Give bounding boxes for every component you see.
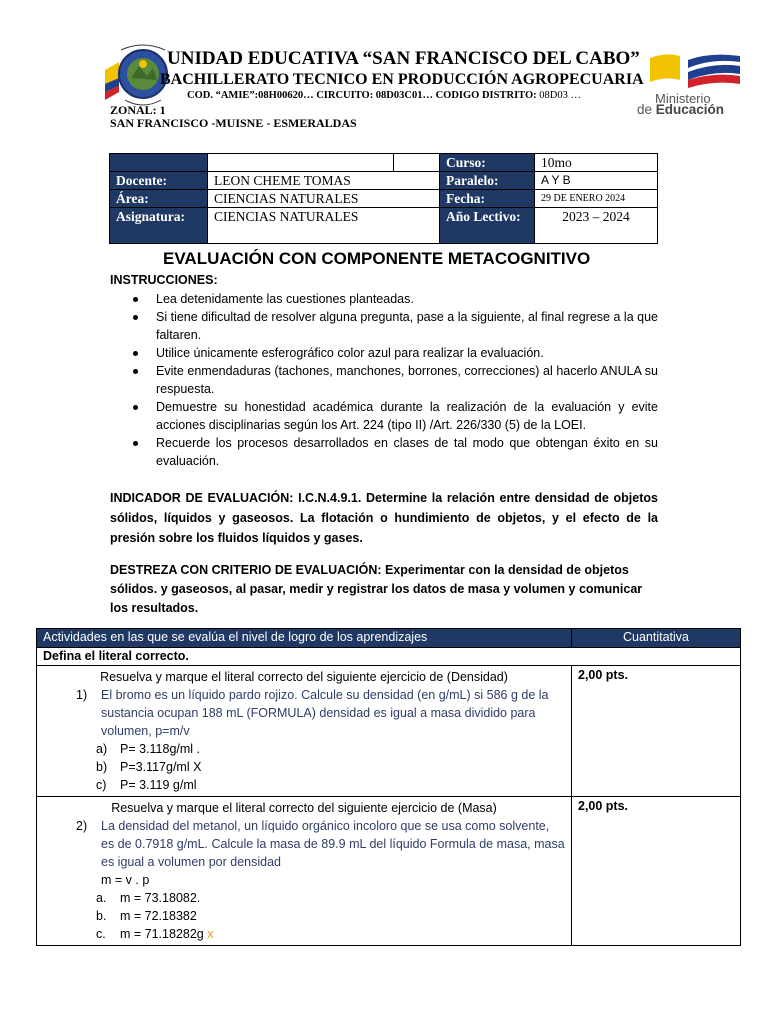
- list-item: [110, 398, 658, 434]
- instruction-text: Evite enmendaduras (tachones, manchones, borrones, correcciones) al hacerlo ANULA su respuesta.: [156, 364, 658, 396]
- asignatura-label: Asignatura:: [110, 208, 208, 244]
- table-row: [37, 666, 741, 797]
- question-title: Resuelva y marque el literal correcto del siguiente ejercicio de (Densidad): [100, 670, 508, 684]
- lectivo-value: 2023 – 2024: [535, 208, 658, 244]
- asignatura-value: CIENCIAS NATURALES: [208, 208, 440, 244]
- bullet-icon: [133, 297, 138, 302]
- option-text: m = 73.18082.: [120, 891, 201, 905]
- bullet-icon: [133, 351, 138, 356]
- question-1: [37, 666, 572, 797]
- question-body: La densidad del metanol, un líquido orgánico incoloro que se usa como solvente, es de 0.7918 g/mL. Calcule la masa de 89.9 mL del líquido Formula de masa, masa es igual a volumen por densidad: [101, 819, 565, 869]
- subheader-row: Defina el literal correcto.: [37, 648, 741, 666]
- info-empty-cell: [394, 154, 440, 172]
- curso-value: 10mo: [535, 154, 658, 172]
- evaluation-title: EVALUACIÓN CON COMPONENTE METACOGNITIVO: [163, 249, 591, 268]
- option-letter: a.: [96, 891, 107, 905]
- list-item: [110, 290, 658, 308]
- bachillerato-line: BACHILLERATO TECNICO EN PRODUCCIÓN AGROPECUARIA: [160, 71, 644, 88]
- info-empty-cell: [208, 154, 394, 172]
- paralelo-label: Paralelo:: [440, 172, 535, 190]
- question-2: [37, 797, 572, 946]
- bullet-icon: [133, 315, 138, 320]
- option-letter: b.: [96, 909, 107, 923]
- ministry-de: de: [637, 102, 656, 117]
- table-row: [37, 797, 741, 946]
- question-text: [43, 686, 565, 740]
- amie-code-line: [187, 90, 581, 101]
- option-text: m = 72.18382: [120, 909, 197, 923]
- activities-column-header: Actividades en las que se evalúa el nivel de logro de los aprendizajes: [37, 629, 572, 648]
- area-label: Área:: [110, 190, 208, 208]
- question-2-points: 2,00 pts.: [572, 797, 741, 946]
- option-a: [43, 889, 565, 907]
- list-item: [110, 362, 658, 398]
- option-a: [43, 740, 565, 758]
- option-letter: c.: [96, 927, 106, 941]
- activities-table: [36, 628, 741, 946]
- ministry-educacion: Educación: [655, 102, 725, 117]
- ministry-name-line1: Ministerio: [655, 91, 711, 106]
- instructions-heading: INSTRUCCIONES:: [110, 273, 218, 287]
- option-letter: a): [96, 742, 108, 756]
- paralelo-value: A Y B: [535, 172, 658, 190]
- option-b: [43, 907, 565, 925]
- question-formula: m = v . p: [101, 873, 150, 887]
- amie-label: COD. “AMIE”:08H00620… CIRCUITO: 08D03C01… CODIGO DISTRITO:: [187, 90, 537, 101]
- instruction-text: Si tiene dificultad de resolver alguna pregunta, pase a la siguiente, al final regrese a la que faltaren.: [156, 310, 658, 342]
- ministry-name-line2: [637, 102, 724, 117]
- answer-mark: x: [207, 927, 214, 941]
- option-letter: b): [96, 760, 108, 774]
- quantitative-column-header: Cuantitativa: [572, 629, 741, 648]
- option-text: P= 3.119 g/ml: [120, 778, 197, 792]
- curso-label: Curso:: [440, 154, 535, 172]
- location-line: SAN FRANCISCO -MUISNE - ESMERALDAS: [110, 116, 357, 130]
- option-c: [43, 776, 565, 794]
- info-table: [109, 153, 658, 244]
- option-b: [43, 758, 565, 776]
- instruction-text: Demuestre su honestidad académica durante la realización de la evaluación y evite acciones disciplinarias según los Art. 224 (tipo II) /Art. 226/330 (5) de la LOEI.: [156, 400, 658, 432]
- lectivo-label: Año Lectivo:: [440, 208, 535, 244]
- evaluation-indicator: INDICADOR DE EVALUACIÓN: I.C.N.4.9.1. Determine la relación entre densidad de objetos sólidos, líquidos y gaseosos. La flotación o hundimiento de objetos, y el efecto de la presión sobre los fluidos líquidos y gases.: [110, 491, 658, 545]
- question-text: [43, 817, 565, 871]
- option-text: P=3.117g/ml X: [120, 760, 202, 774]
- option-c: [43, 925, 565, 943]
- instructions-list: [110, 290, 658, 470]
- evaluation-destreza: DESTREZA CON CRITERIO DE EVALUACIÓN: Experimentar con la densidad de objetos sólidos. y gaseosos, al pasar, medir y registrar los datos de masa y volumen y comunicar los resultados.: [110, 563, 643, 615]
- option-letter: c): [96, 778, 107, 792]
- area-value: CIENCIAS NATURALES: [208, 190, 440, 208]
- option-text: P= 3.118g/ml .: [120, 742, 201, 756]
- bullet-icon: [133, 441, 138, 446]
- school-name: UNIDAD EDUCATIVA “SAN FRANCISCO DEL CABO”: [167, 48, 640, 69]
- option-text: m = 71.18282g: [120, 927, 208, 941]
- question-body: El bromo es un líquido pardo rojizo. Calcule su densidad (en g/mL) si 586 g de la sustancia ocupan 188 mL (FORMULA) densidad es igual a masa dividido para volumen, p=m/v: [101, 688, 549, 738]
- docente-value: LEON CHEME TOMAS: [208, 172, 440, 190]
- fecha-value: 29 DE ENERO 2024: [535, 190, 658, 208]
- bullet-icon: [133, 369, 138, 374]
- list-item: [110, 308, 658, 344]
- list-item: [110, 344, 658, 362]
- zonal-line: ZONAL: 1: [110, 103, 166, 117]
- instruction-text: Recuerde los procesos desarrollados en clases de tal modo que obtengan éxito en su evaluación.: [156, 436, 658, 468]
- question-number: 1): [76, 688, 88, 702]
- question-number: 2): [76, 819, 88, 833]
- instruction-text: Utilice únicamente esferográfico color azul para realizar la evaluación.: [156, 346, 544, 360]
- docente-label: Docente:: [110, 172, 208, 190]
- info-empty-cell: [110, 154, 208, 172]
- question-title: Resuelva y marque el literal correcto del siguiente ejercicio de (Masa): [111, 801, 497, 815]
- instruction-text: Lea detenidamente las cuestiones planteadas.: [156, 292, 414, 306]
- fecha-label: Fecha:: [440, 190, 535, 208]
- question-1-points: 2,00 pts.: [572, 666, 741, 797]
- amie-value: 08D03 …: [539, 90, 581, 101]
- bullet-icon: [133, 405, 138, 410]
- list-item: [110, 434, 658, 470]
- page-header: [0, 0, 768, 140]
